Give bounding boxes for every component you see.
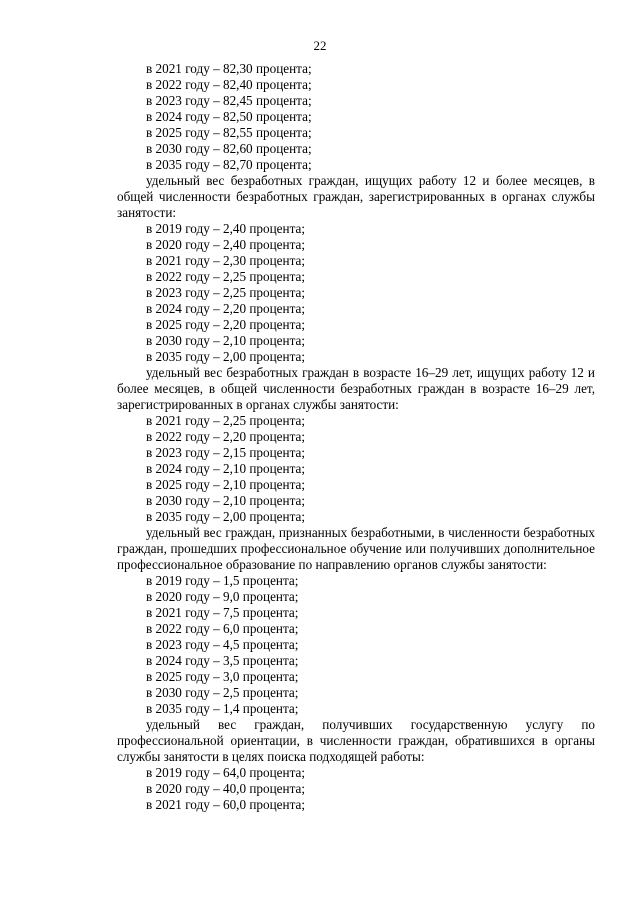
list-item: в 2020 году – 9,0 процента;: [146, 589, 299, 604]
list-item: в 2020 году – 2,40 процента;: [146, 237, 306, 252]
list-item: в 2021 году – 60,0 процента;: [146, 797, 306, 812]
list-item: в 2022 году – 82,40 процента;: [146, 77, 312, 92]
list-item: в 2030 году – 2,5 процента;: [146, 685, 299, 700]
list-item: в 2023 году – 4,5 процента;: [146, 637, 299, 652]
list-item: в 2035 году – 1,4 процента;: [146, 701, 299, 716]
list-item: в 2030 году – 2,10 процента;: [146, 333, 306, 348]
list-item: в 2019 году – 64,0 процента;: [146, 765, 306, 780]
list-item: в 2023 году – 2,25 процента;: [146, 285, 306, 300]
paragraph: удельный вес безработных граждан, ищущих работу 12 и более месяцев, в общей численности безработных граждан, зарегистрированных в органах службы занятости:: [117, 173, 595, 220]
list-item: в 2022 году – 2,20 процента;: [146, 429, 306, 444]
list-item: в 2024 году – 2,10 процента;: [146, 461, 306, 476]
list-item: в 2023 году – 82,45 процента;: [146, 93, 312, 108]
list-item: в 2021 году – 82,30 процента;: [146, 61, 312, 76]
list-item: в 2030 году – 2,10 процента;: [146, 493, 306, 508]
list-item: в 2030 году – 82,60 процента;: [146, 141, 312, 156]
list-item: в 2022 году – 2,25 процента;: [146, 269, 306, 284]
list-item: в 2019 году – 2,40 процента;: [146, 221, 306, 236]
list-item: в 2022 году – 6,0 процента;: [146, 621, 299, 636]
list-item: в 2021 году – 2,30 процента;: [146, 253, 306, 268]
list-item: в 2025 году – 2,10 процента;: [146, 477, 306, 492]
list-item: в 2024 году – 2,20 процента;: [146, 301, 306, 316]
list-item: в 2024 году – 3,5 процента;: [146, 653, 299, 668]
list-item: в 2035 году – 2,00 процента;: [146, 509, 306, 524]
list-item: в 2020 году – 40,0 процента;: [146, 781, 306, 796]
list-item: в 2025 году – 3,0 процента;: [146, 669, 299, 684]
list-item: в 2019 году – 1,5 процента;: [146, 573, 299, 588]
list-item: в 2023 году – 2,15 процента;: [146, 445, 306, 460]
paragraph: удельный вес граждан, признанных безработными, в численности безработных граждан, прошедших профессиональное обучение или получивших дополнительное профессиональное образование по направлению органов службы занятости:: [117, 525, 595, 572]
list-item: в 2025 году – 82,55 процента;: [146, 125, 312, 140]
list-item: в 2025 году – 2,20 процента;: [146, 317, 306, 332]
list-item: в 2035 году – 2,00 процента;: [146, 349, 306, 364]
list-item: в 2024 году – 82,50 процента;: [146, 109, 312, 124]
paragraph: удельный вес граждан, получивших государственную услугу по профессиональной ориентации, в численности граждан, обратившихся в органы службы занятости в целях поиска подходящей работы:: [117, 717, 595, 764]
list-item: в 2035 году – 82,70 процента;: [146, 157, 312, 172]
paragraph: удельный вес безработных граждан в возрасте 16–29 лет, ищущих работу 12 и более месяцев, в общей численности безработных граждан в возрасте 16–29 лет, зарегистрированных в органах службы занятости:: [117, 365, 595, 412]
document-body: [117, 61, 595, 813]
list-item: в 2021 году – 2,25 процента;: [146, 413, 306, 428]
page-number: 22: [313, 38, 327, 53]
list-item: в 2021 году – 7,5 процента;: [146, 605, 299, 620]
